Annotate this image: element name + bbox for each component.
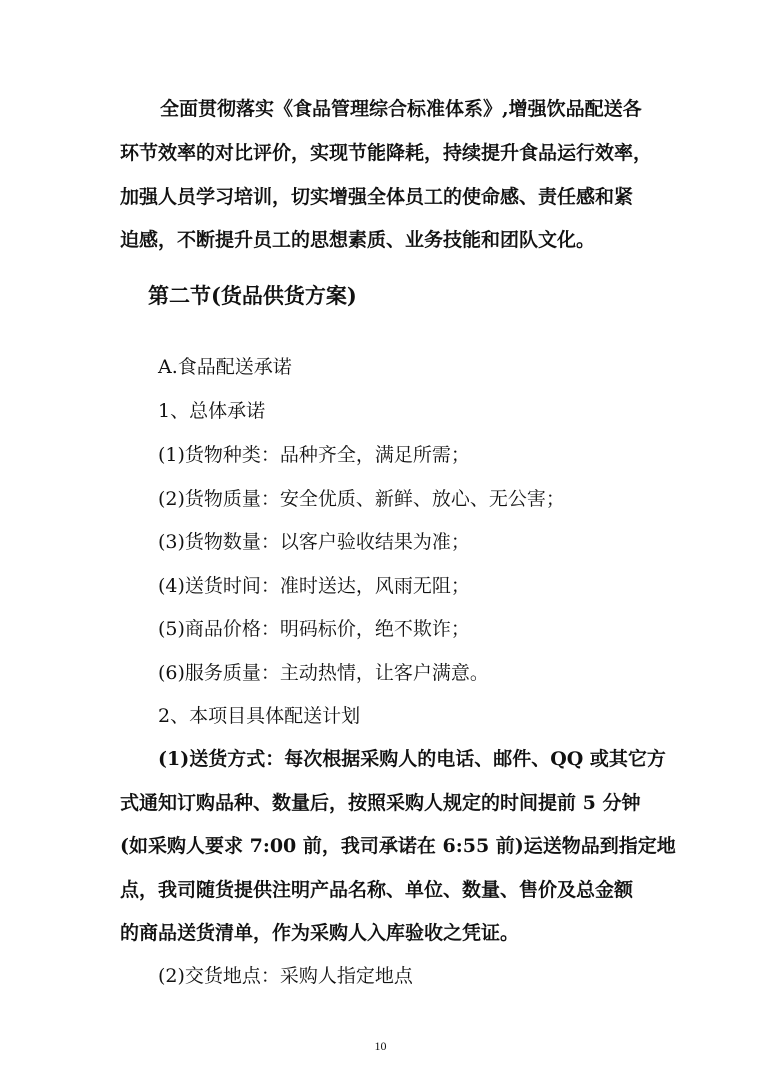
delivery-paragraph-line-2: 式通知订购品种、数量后，按照采购人规定的时间提前 5 分钟 <box>120 792 641 814</box>
item-1-title: 1、总体承诺 <box>158 400 266 422</box>
delivery-paragraph-line-3: (如采购人要求 7:00 前，我司承诺在 6:55 前)运送物品到指定地 <box>120 835 676 857</box>
item-2-title: 2、本项目具体配送计划 <box>158 705 361 727</box>
paragraph-1-line-1: 全面贯彻落实《食品管理综合标准体系》,增强饮品配送各 <box>160 98 642 120</box>
delivery-paragraph-line-1: (1)送货方式：每次根据采购人的电话、邮件、QQ 或其它方 <box>158 748 666 770</box>
commitment-item: (4)送货时间：准时送达，风雨无阻； <box>158 575 470 597</box>
commitment-item: (3)货物数量：以客户验收结果为准； <box>158 531 470 553</box>
commitment-item: (1)货物种类：品种齐全，满足所需； <box>158 444 470 466</box>
commitment-item: (6)服务质量：主动热情，让客户满意。 <box>158 662 489 684</box>
commitment-item: (5)商品价格：明码标价，绝不欺诈； <box>158 618 470 640</box>
subsection-a-title: A.食品配送承诺 <box>158 356 292 378</box>
delivery-paragraph-line-5: 的商品送货清单，作为采购人入库验收之凭证。 <box>120 922 520 944</box>
commitment-item: (2)货物质量：安全优质、新鲜、放心、无公害； <box>158 488 565 510</box>
delivery-location: (2)交货地点：采购人指定地点 <box>158 965 413 987</box>
delivery-paragraph-line-4: 点，我司随货提供注明产品名称、单位、数量、售价及总金额 <box>120 879 634 901</box>
paragraph-1-line-4: 迫感，不断提升员工的思想素质、业务技能和团队文化。 <box>120 229 596 251</box>
paragraph-1-line-3: 加强人员学习培训，切实增强全体员工的使命感、责任感和紧 <box>120 186 634 208</box>
section-heading: 第二节(货品供货方案) <box>148 283 357 308</box>
page-number: 10 <box>374 1039 387 1053</box>
paragraph-1-line-2: 环节效率的对比评价，实现节能降耗，持续提升食品运行效率， <box>120 142 653 164</box>
